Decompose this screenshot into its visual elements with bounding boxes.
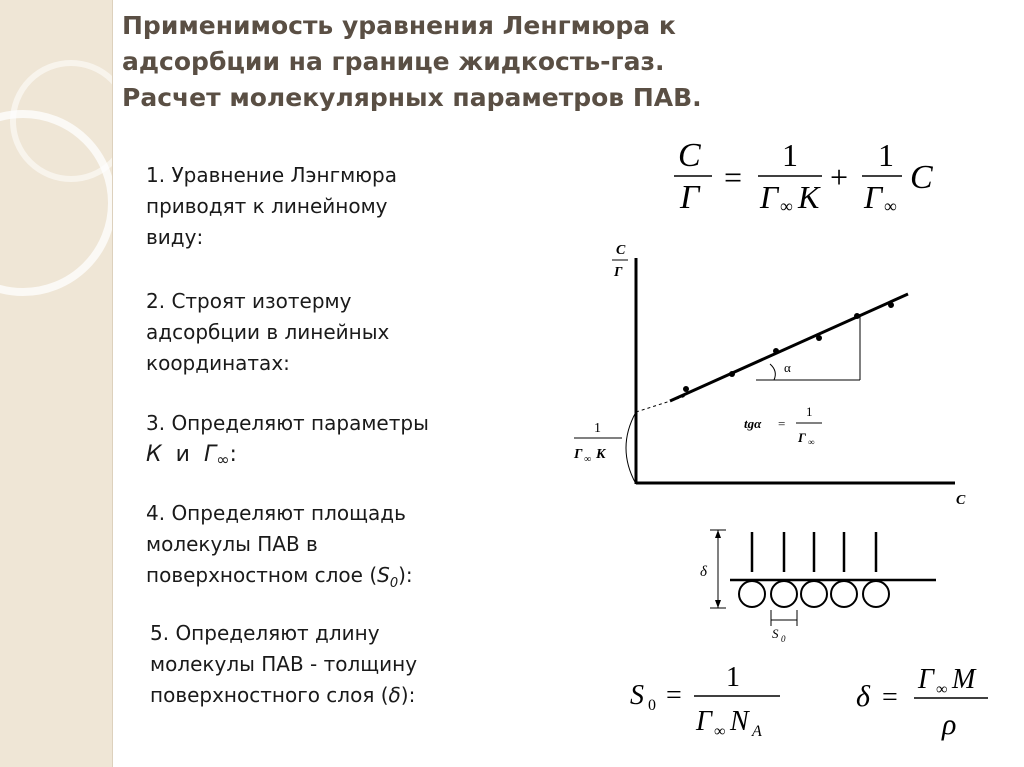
y-axis-label-c: C [616, 243, 626, 258]
step-1-text [146, 160, 397, 253]
linear-isotherm-plot [560, 236, 990, 512]
eq-gamma-inf: Г [760, 179, 779, 214]
delta-eq-infinity: ∞ [936, 681, 948, 698]
s0-eq-s: S [630, 680, 644, 711]
step-2-line-3: координатах: [146, 351, 290, 375]
eq-gamma-denominator: Г [680, 179, 700, 214]
data-point [854, 313, 860, 319]
molecule-head [771, 581, 797, 607]
s0-eq-n: N [730, 706, 749, 737]
s0-subscript: 0 [781, 634, 786, 644]
s0-eq-a: A [752, 723, 762, 740]
step-5-line-3-text: поверхностного слоя ( [150, 683, 389, 707]
infinity-subscript: ∞ [216, 450, 230, 469]
step-5-text [150, 618, 417, 711]
thickness-equation [852, 656, 1002, 746]
molecule-head [739, 581, 765, 607]
eq-infinity-2: ∞ [884, 196, 897, 214]
step-5-line-1: 5. Определяют длину [150, 621, 380, 645]
molecule-head [863, 581, 889, 607]
step-1-line-1: 1. Уравнение Лэнгмюра [146, 163, 397, 187]
eq-gamma-inf-2: Г [864, 179, 883, 214]
step-1-line-3: виду: [146, 225, 204, 249]
delta-eq-equals: = [882, 682, 898, 713]
data-point [729, 371, 735, 377]
data-point [888, 302, 894, 308]
eq-one: 1 [782, 137, 798, 173]
eq-k: К [798, 179, 820, 214]
data-point [683, 386, 689, 392]
step-3-text [146, 408, 429, 475]
eq-one-2: 1 [878, 137, 894, 173]
step-4-line-3 [146, 560, 413, 599]
intercept-infinity: ∞ [584, 454, 592, 465]
gamma-symbol: Г [203, 442, 217, 467]
langmuir-linear-equation [668, 134, 968, 214]
step-5-line-3-end: ): [400, 683, 416, 707]
intercept-one: 1 [594, 421, 601, 436]
s-symbol: S [377, 563, 390, 587]
surface-layer-diagram [690, 522, 950, 652]
step-4-line-3-end: ): [398, 563, 413, 587]
eq-infinity: ∞ [780, 196, 793, 214]
step-2-text [146, 286, 389, 379]
eq-c-numerator: C [678, 137, 701, 174]
angle-arc [770, 364, 775, 380]
s0-eq-subscript: 0 [648, 697, 656, 714]
delta-label: δ [700, 564, 707, 580]
delta-eq-rho: ρ [942, 708, 957, 741]
k-symbol: К [146, 442, 162, 467]
x-axis-label-c: C [956, 493, 966, 508]
and-word: и [175, 442, 190, 467]
colon: : [229, 442, 237, 467]
step-1-line-2: приводят к линейному [146, 194, 388, 218]
step-5-line-3 [150, 680, 417, 711]
step-4-text [146, 498, 413, 599]
delta-eq-m: М [952, 664, 976, 695]
data-point [773, 348, 779, 354]
molecule-head [831, 581, 857, 607]
s0-eq-one: 1 [726, 662, 740, 693]
y-axis-label-gamma: Г [614, 265, 623, 280]
step-2-line-2: адсорбции в линейных [146, 320, 390, 344]
step-4-line-2: молекулы ПАВ в [146, 532, 318, 556]
intercept-gamma: Г [574, 447, 583, 462]
step-4-line-3-text: поверхностном слое ( [146, 563, 378, 587]
step-5-line-2: молекулы ПАВ - толщину [150, 652, 418, 676]
intercept-k: К [596, 447, 606, 462]
step-3-line-1: 3. Определяют параметры [146, 411, 429, 435]
band-divider [112, 0, 113, 767]
data-point [816, 335, 822, 341]
step-4-line-1: 4. Определяют площадь [146, 501, 406, 525]
delta-symbol: δ [388, 683, 401, 707]
arrow-up [715, 530, 721, 538]
decorative-side-band [0, 0, 112, 767]
tg-one: 1 [806, 404, 813, 419]
alpha-label: α [784, 360, 791, 375]
delta-eq-delta: δ [856, 680, 870, 713]
tg-gamma: Г [798, 430, 806, 445]
area-equation [626, 656, 796, 746]
step-2-line-1: 2. Строят изотерму [146, 289, 352, 313]
title-line-3: Расчет молекулярных параметров ПАВ. [122, 83, 702, 112]
s0-eq-gamma: Г [696, 706, 712, 737]
molecule-head [801, 581, 827, 607]
tg-infinity: ∞ [808, 437, 815, 447]
step-3-line-2 [146, 439, 429, 475]
eq-c: C [910, 159, 933, 196]
eq-equals: = [724, 159, 743, 195]
s-subscript: 0 [389, 576, 399, 591]
tg-alpha-label: tgα [744, 416, 762, 431]
decorative-ring-small [10, 60, 132, 182]
eq-plus: + [830, 159, 849, 195]
s0-eq-infinity: ∞ [714, 723, 726, 740]
tg-equals: = [778, 416, 786, 431]
s0-label: S [772, 626, 779, 641]
s0-eq-equals: = [666, 680, 682, 711]
arrow-down [715, 600, 721, 608]
title-line-2: адсорбции на границе жидкость-газ. [122, 47, 665, 76]
delta-eq-gamma: Г [918, 664, 934, 695]
slide-title [122, 8, 1002, 116]
fitted-line [670, 294, 908, 401]
title-line-1: Применимость уравнения Ленгмюра к [122, 11, 676, 40]
